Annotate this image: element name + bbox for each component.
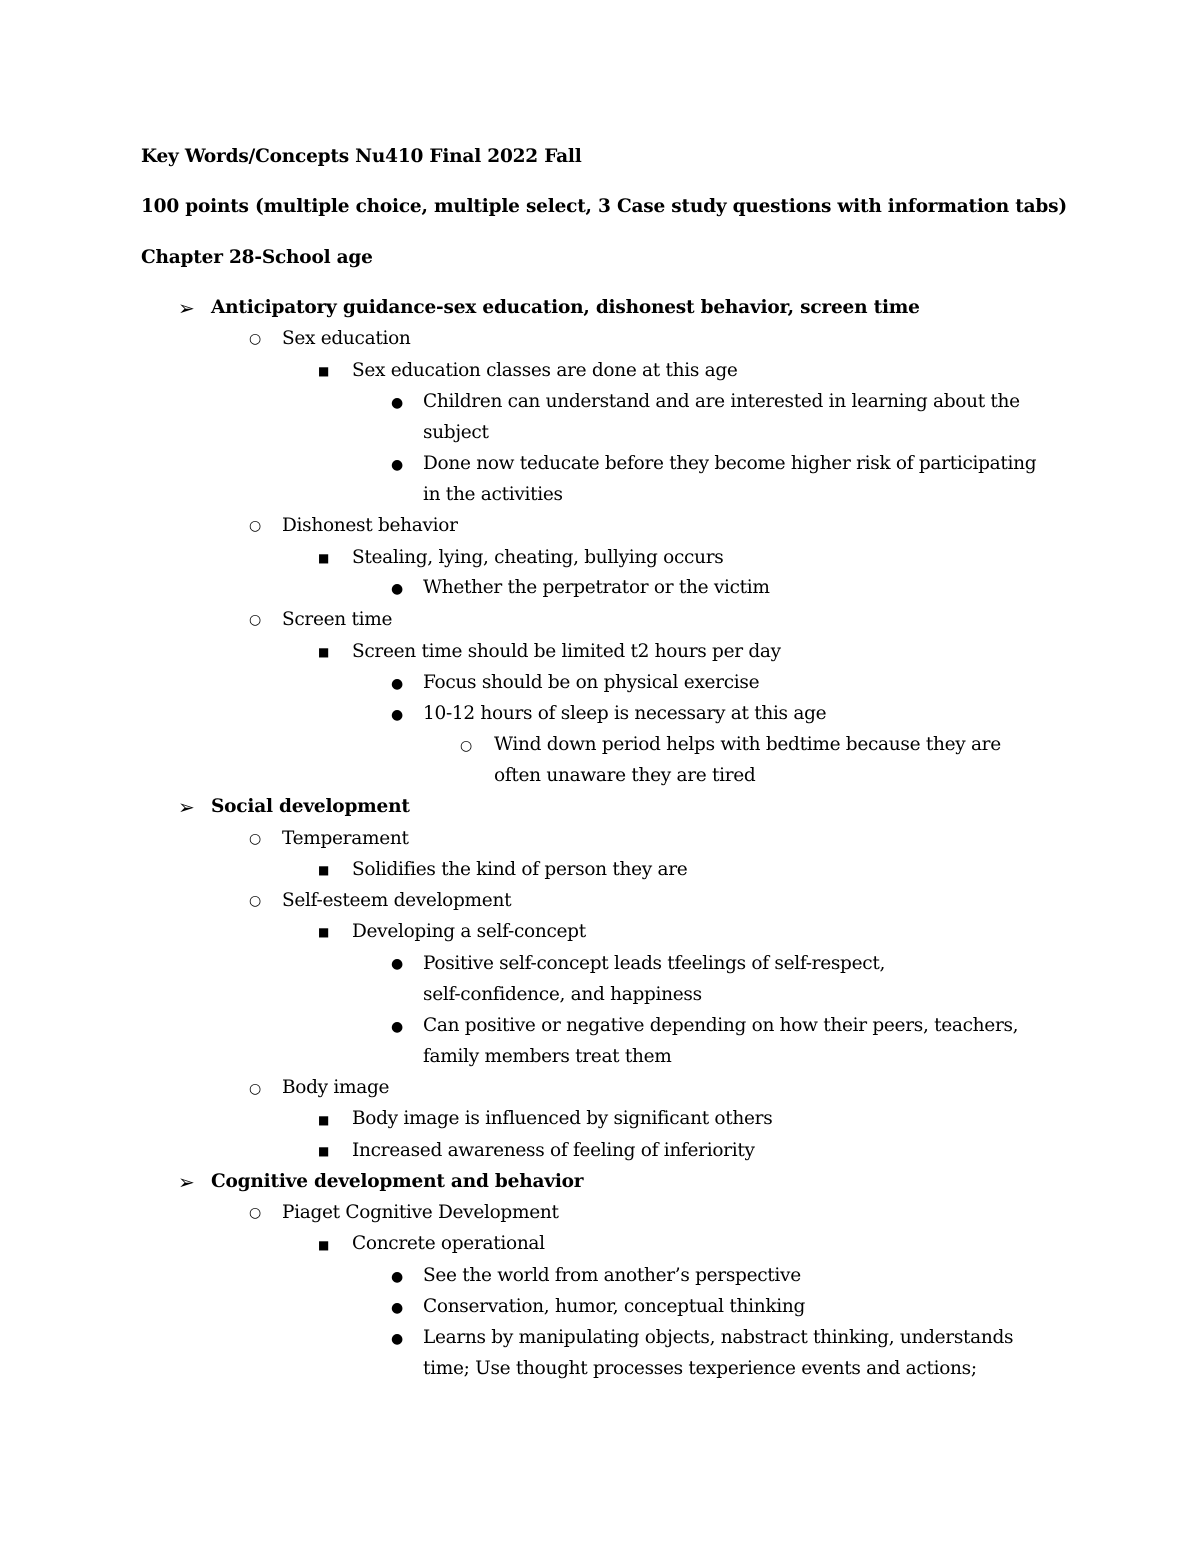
circle-bullet-icon: ○ bbox=[249, 831, 262, 847]
square-bullet-icon: ■ bbox=[318, 551, 330, 565]
arrow-bullet-icon: ➢ bbox=[178, 296, 195, 320]
square-bullet-icon: ■ bbox=[318, 364, 330, 378]
list-item-continuation: in the activities bbox=[423, 484, 563, 505]
list-item: Focus should be on physical exercise bbox=[423, 672, 760, 693]
dot-bullet-icon: ● bbox=[391, 956, 404, 972]
circle-bullet-icon: ○ bbox=[249, 518, 262, 534]
dot-bullet-icon: ● bbox=[391, 707, 404, 723]
section-heading-cognitive: Cognitive development and behavior bbox=[211, 1171, 584, 1192]
list-item: Temperament bbox=[282, 828, 409, 849]
list-item: Can positive or negative depending on how their peers, teachers, bbox=[423, 1015, 1019, 1036]
dot-bullet-icon: ● bbox=[391, 1331, 404, 1347]
list-item-continuation: time; Use thought processes texperience events and actions; bbox=[423, 1358, 977, 1379]
square-bullet-icon: ■ bbox=[318, 1144, 330, 1158]
circle-bullet-icon: ○ bbox=[249, 331, 262, 347]
list-item: Screen time should be limited t2 hours per day bbox=[352, 641, 781, 662]
circle-bullet-icon: ○ bbox=[249, 893, 262, 909]
dot-bullet-icon: ● bbox=[391, 676, 404, 692]
list-item: Increased awareness of feeling of inferiority bbox=[352, 1140, 755, 1161]
square-bullet-icon: ■ bbox=[318, 645, 330, 659]
list-item: Screen time bbox=[282, 609, 393, 630]
list-item: Self-esteem development bbox=[282, 890, 512, 911]
dot-bullet-icon: ● bbox=[391, 395, 404, 411]
square-bullet-icon: ■ bbox=[318, 1113, 330, 1127]
dot-bullet-icon: ● bbox=[391, 1300, 404, 1316]
list-item: Sex education classes are done at this age bbox=[352, 360, 738, 381]
list-item: Dishonest behavior bbox=[282, 515, 458, 536]
list-item-continuation: subject bbox=[423, 422, 489, 443]
dot-bullet-icon: ● bbox=[391, 581, 404, 597]
list-item: Wind down period helps with bedtime because they are bbox=[494, 734, 1001, 755]
list-item-continuation: self-confidence, and happiness bbox=[423, 984, 702, 1005]
dot-bullet-icon: ● bbox=[391, 1269, 404, 1285]
list-item: Concrete operational bbox=[352, 1233, 545, 1254]
list-item: Learns by manipulating objects, nabstract thinking, understands bbox=[423, 1327, 1014, 1348]
circle-bullet-icon: ○ bbox=[249, 1205, 262, 1221]
dot-bullet-icon: ● bbox=[391, 457, 404, 473]
square-bullet-icon: ■ bbox=[318, 1238, 330, 1252]
list-item-continuation: often unaware they are tired bbox=[494, 765, 756, 786]
list-item: Conservation, humor, conceptual thinking bbox=[423, 1296, 806, 1317]
list-item: Whether the perpetrator or the victim bbox=[423, 577, 770, 598]
list-item: Sex education bbox=[282, 328, 411, 349]
circle-bullet-icon: ○ bbox=[249, 1081, 262, 1097]
list-item: Children can understand and are interested in learning about the bbox=[423, 391, 1020, 412]
list-item: See the world from another’s perspective bbox=[423, 1265, 801, 1286]
section-heading-social: Social development bbox=[211, 796, 410, 817]
list-item: Body image is influenced by significant others bbox=[352, 1108, 773, 1129]
list-item: Done now teducate before they become higher risk of participating bbox=[423, 453, 1037, 474]
list-item: 10-12 hours of sleep is necessary at this age bbox=[423, 703, 827, 724]
list-item: Piaget Cognitive Development bbox=[282, 1202, 559, 1223]
list-item: Positive self-concept leads tfeelings of self-respect, bbox=[423, 953, 886, 974]
dot-bullet-icon: ● bbox=[391, 1019, 404, 1035]
list-item: Solidifies the kind of person they are bbox=[352, 859, 688, 880]
arrow-bullet-icon: ➢ bbox=[178, 795, 195, 819]
circle-bullet-icon: ○ bbox=[249, 612, 262, 628]
section-heading-anticipatory: Anticipatory guidance-sex education, dishonest behavior, screen time bbox=[211, 297, 920, 318]
square-bullet-icon: ■ bbox=[318, 863, 330, 877]
list-item: Stealing, lying, cheating, bullying occurs bbox=[352, 547, 724, 568]
chapter-heading: Chapter 28-School age bbox=[141, 247, 373, 268]
square-bullet-icon: ■ bbox=[318, 925, 330, 939]
circle-bullet-icon: ○ bbox=[460, 738, 473, 754]
list-item-continuation: family members treat them bbox=[423, 1046, 672, 1067]
arrow-bullet-icon: ➢ bbox=[178, 1170, 195, 1194]
document-title: Key Words/Concepts Nu410 Final 2022 Fall bbox=[141, 146, 582, 167]
document-subtitle: 100 points (multiple choice, multiple select, 3 Case study questions with information tabs) bbox=[141, 196, 1067, 217]
list-item: Developing a self-concept bbox=[352, 921, 586, 942]
list-item: Body image bbox=[282, 1077, 390, 1098]
